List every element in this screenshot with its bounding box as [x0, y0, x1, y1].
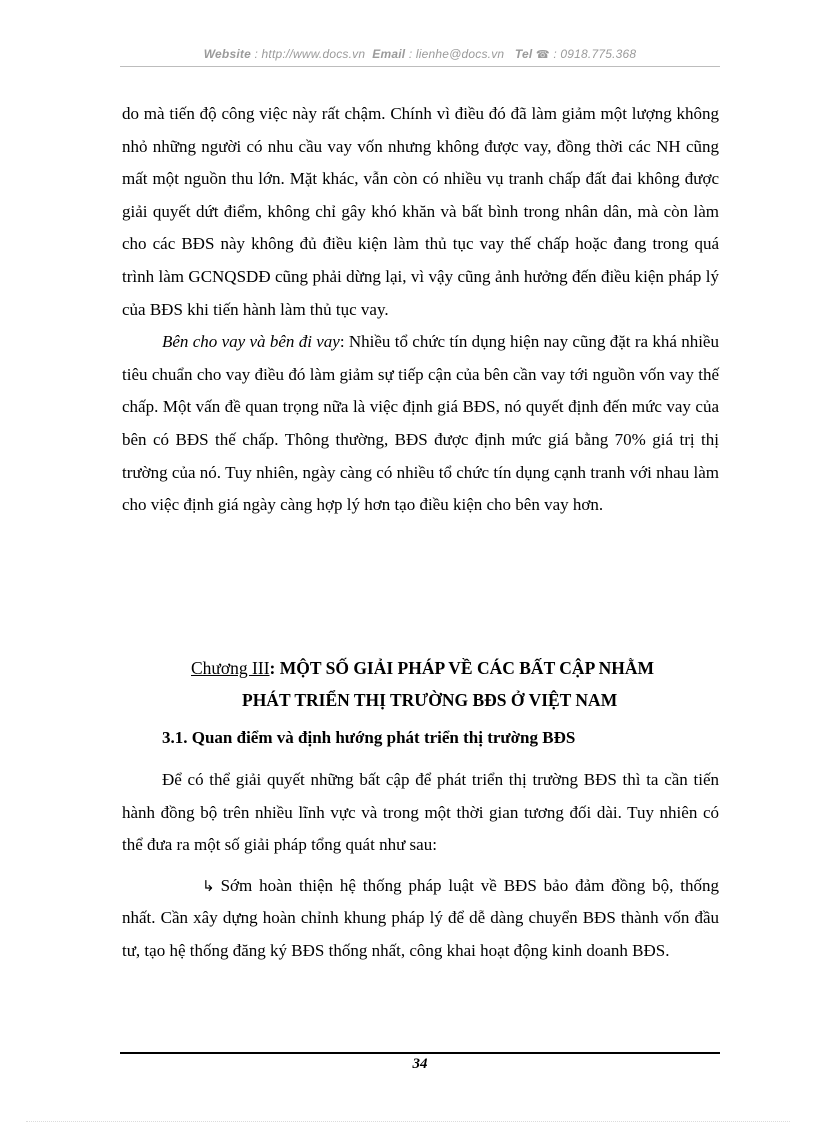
paragraph-continuation: do mà tiến độ công việc này rất chậm. Chính vì điều đó đã làm giảm một lượng không nhỏ những người có nhu cầu vay vốn nhưng không được vay, đồng thời các NH cũng mất một nguồn thu lớn. Mặt khác, vẫn còn có nhiều vụ tranh chấp đất đai không được giải quyết dứt điểm, không chỉ gây khó khăn và bất bình trong nhân dân, mà còn làm cho các BĐS này không đủ điều kiện làm thủ tục vay thế chấp hoặc đang trong quá trình làm GCNQSDĐ cũng phải dừng lại, vì vậy cũng ảnh hưởng đến điều kiện pháp lý của BĐS khi tiến hành làm thủ tục vay. [122, 104, 719, 319]
chapter-heading [122, 652, 719, 716]
paragraph-lead-term: Bên cho vay và bên đi vay [162, 332, 340, 352]
paragraph-lender-borrower [122, 326, 719, 522]
chapter-title-part1: : MỘT SỐ GIẢI PHÁP VỀ CÁC BẤT CẬP NHẰM [269, 658, 655, 678]
arrow-bullet-icon: ↳ [202, 876, 215, 895]
paragraph-body: : Nhiều tổ chức tín dụng hiện nay cũng đặt ra khá nhiều tiêu chuẩn cho vay điều đó làm giảm sự tiếp cận của bên cần vay tới nguồn vốn vay thế chấp. Một vấn đề quan trọng nữa là việc định giá BĐS, nó quyết định đến mức vay của bên có BĐS thế chấp. Thông thường, BĐS được định mức giá bằng 70% giá trị thị trường của nó. Tuy nhiên, ngày càng có nhiều tổ chức tín dụng cạnh tranh với nhau làm cho việc định giá ngày càng hợp lý hơn tạo điều kiện cho bên vay hơn. [122, 332, 719, 515]
section-heading: 3.1. Quan điểm và định hướng phát triển thị trường BĐS [162, 728, 576, 747]
body-text-top [122, 98, 719, 522]
section-intro-paragraph: Để có thể giải quyết những bất cập để phát triển thị trường BĐS thì ta cần tiến hành đồng bộ trên nhiều lĩnh vực và trong một thời gian tương đối dài. Tuy nhiên có thể đưa ra một số giải pháp tổng quát như sau: [122, 770, 719, 855]
footer-divider [120, 1052, 720, 1054]
email-value: : lienhe@docs.vn [405, 47, 505, 61]
chapter-label: Chương III [191, 658, 270, 678]
email-label: Email [372, 47, 406, 61]
page-header [120, 47, 720, 67]
body-text-bottom [122, 764, 719, 968]
phone-icon: ☎ [535, 48, 550, 61]
bullet-paragraph [122, 870, 719, 968]
tel-label: Tel [514, 47, 533, 61]
chapter-title-line2: PHÁT TRIỂN THỊ TRƯỜNG BĐS Ở VIỆT NAM [242, 690, 618, 710]
tel-value: : 0918.775.368 [549, 47, 637, 61]
page-number: 34 [412, 1056, 428, 1072]
header-divider [120, 66, 720, 67]
website-value: : http://www.docs.vn [250, 47, 366, 61]
chapter-title-line1 [191, 652, 719, 684]
bullet-text: Sớm hoàn thiện hệ thống pháp luật về BĐS bảo đảm đồng bộ, thống nhất. Cần xây dựng hoàn chỉnh khung pháp lý để dễ dàng chuyển BĐS thành vốn đầu tư, tạo hệ thống đăng ký BĐS thống nhất, công khai hoạt động kinh doanh BĐS. [122, 875, 719, 960]
page-bottom-border [26, 1121, 790, 1122]
website-label: Website [203, 47, 251, 61]
